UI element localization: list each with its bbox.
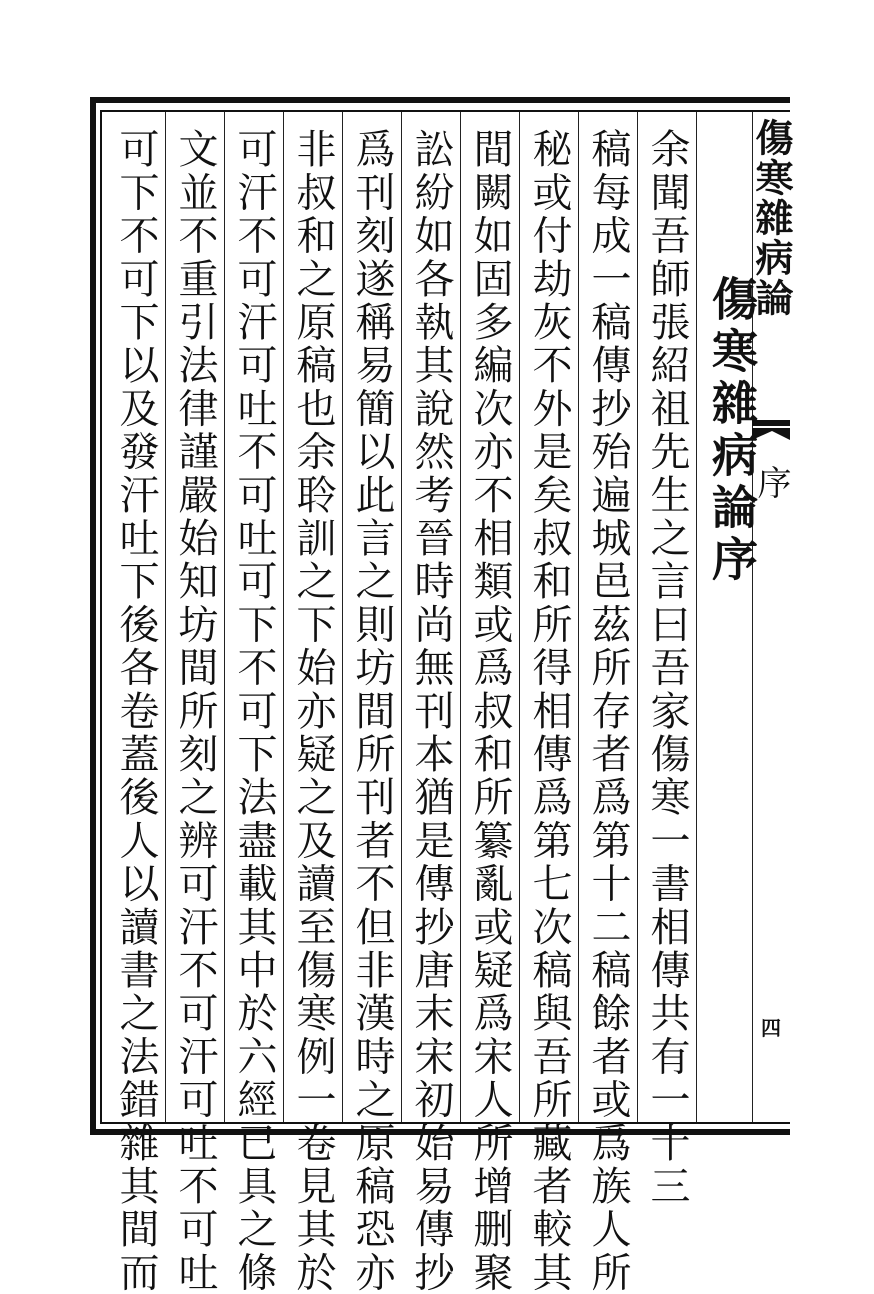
column-rule: [224, 112, 225, 1122]
inner-left-rule: [100, 110, 102, 1124]
preface-heading: 傷寒雜病論序: [705, 275, 759, 587]
text-column-5: 訟紛如各執其說然考晉時尚無刊本猶是傳抄唐末宋初始易傳抄: [408, 128, 454, 1294]
text-column-4: 間闕如固多編次亦不相類或爲叔和所纂亂或疑爲宋人所增删聚: [467, 128, 513, 1294]
column-rule: [696, 112, 697, 1122]
text-column-3: 秘或付劫灰不外是矣叔和所得相傳爲第七次稿與吾所藏者較其: [526, 128, 572, 1294]
text-column-7: 非叔和之原稿也余聆訓之下始亦疑之及讀至傷寒例一卷見其於: [290, 128, 336, 1294]
column-rule: [283, 112, 284, 1122]
inner-top-rule: [100, 110, 790, 112]
column-rule: [342, 112, 343, 1122]
margin-book-title: 傷寒雜病論: [749, 118, 794, 318]
text-column-1: 余聞吾師張紹祖先生之言曰吾家傷寒一書相傳共有一十三: [644, 128, 690, 1208]
column-rule: [578, 112, 579, 1122]
text-column-2: 稿每成一稿傳抄殆遍城邑茲所存者爲第十二稿餘者或爲族人所: [585, 128, 631, 1294]
text-column-9: 文並不重引法律謹嚴始知坊間所刻之辨可汗不可汗可吐不可吐: [172, 128, 218, 1294]
column-rule: [401, 112, 402, 1122]
column-rule: [460, 112, 461, 1122]
text-column-8: 可汗不可汗可吐不可吐可下不可下法盡載其中於六經已具之條: [231, 128, 277, 1294]
margin-section-label: 序: [751, 465, 791, 499]
margin-page-number: 四: [761, 1016, 781, 1040]
text-column-10: 可下不可下以及發汗吐下後各卷蓋後人以讀書之法錯雜其間而: [113, 128, 159, 1294]
text-column-6: 爲刊刻遂稱易簡以此言之則坊間所刊者不但非漢時之原稿恐亦: [349, 128, 395, 1294]
column-rule: [637, 112, 638, 1122]
column-rule: [165, 112, 166, 1122]
column-rule: [519, 112, 520, 1122]
